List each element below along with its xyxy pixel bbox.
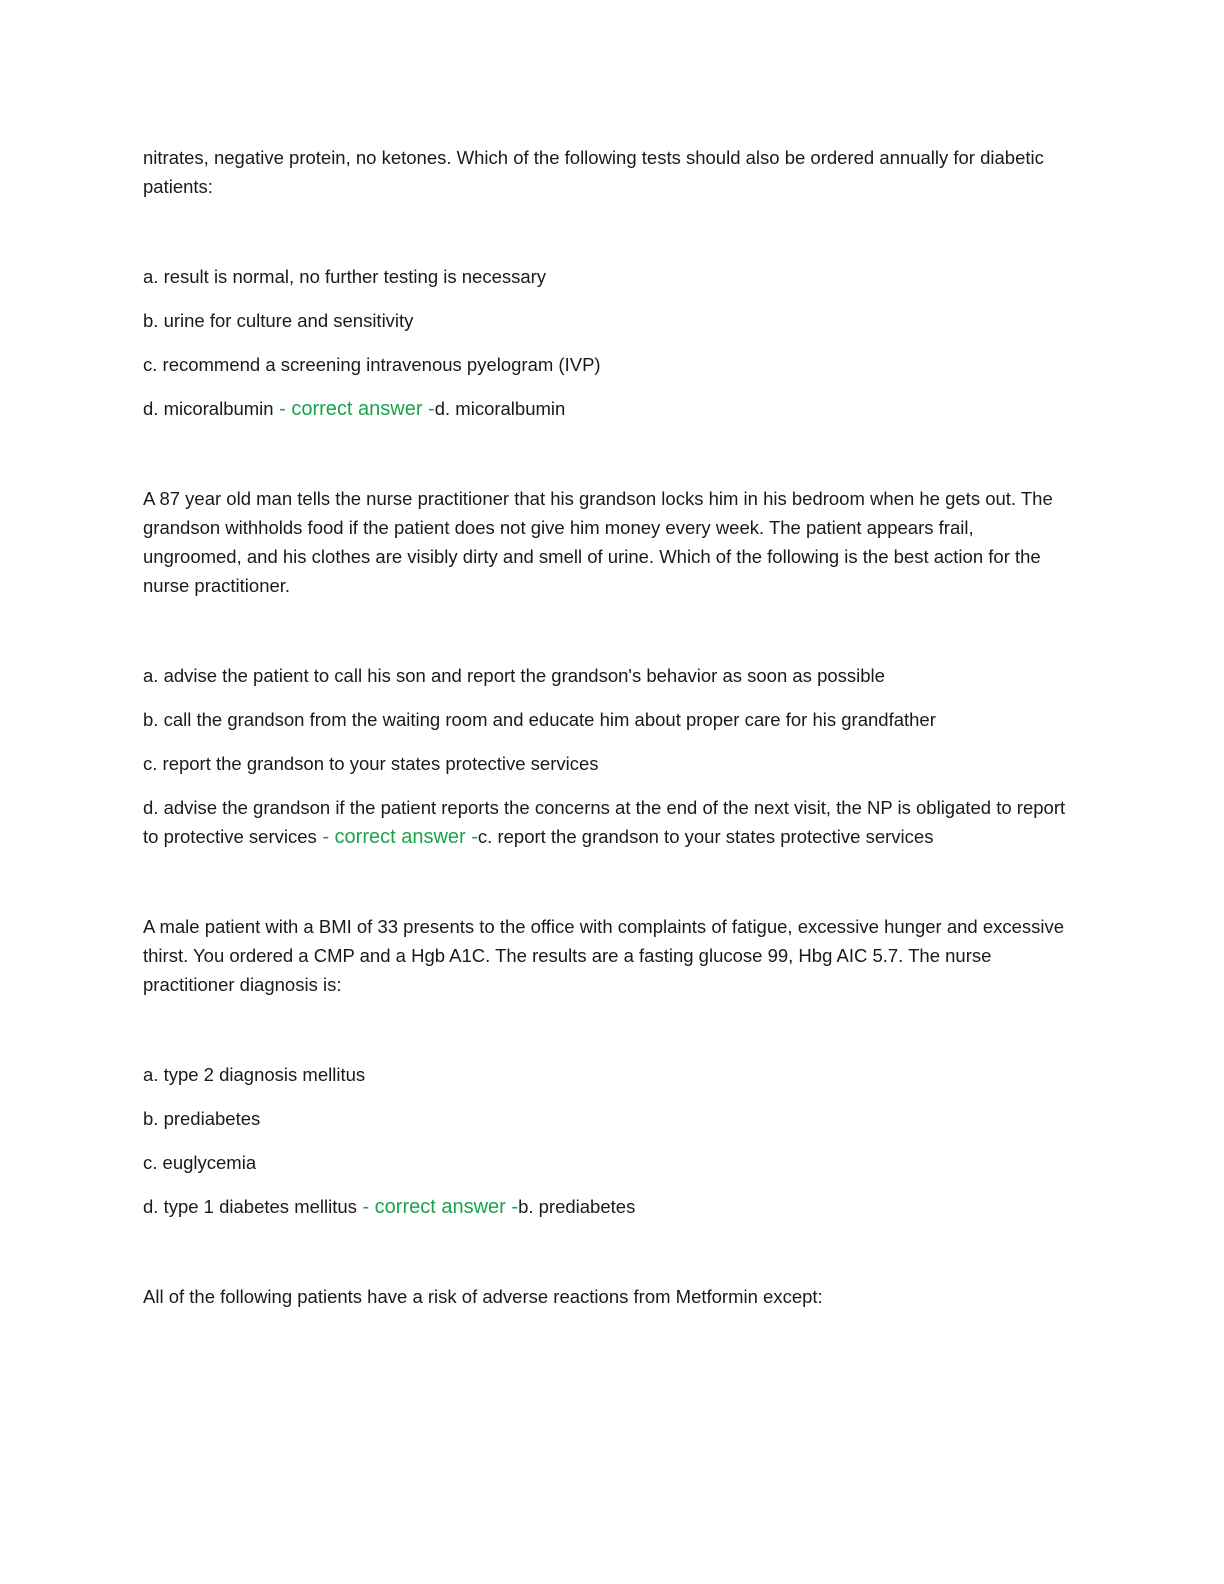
spacer [143,852,1073,912]
spacer [143,424,1073,484]
option-b: b. call the grandson from the waiting room and educate him about proper care for his grandfather [143,709,936,730]
answer-text: b. prediabetes [518,1196,636,1217]
question-stem: A 87 year old man tells the nurse practitioner that his grandson locks him in his bedroom when he gets out. The grandson withholds food if the patient does not give him money every week. The patient appears frail, ungroomed, and his clothes are visibly dirty and smell of urine. Which of the following is the best action for the nurse practitioner. [143,488,1053,596]
option-d: d. micoralbumin [143,398,274,419]
option-c: c. euglycemia [143,1152,257,1173]
option-a: a. type 2 diagnosis mellitus [143,1064,366,1085]
question-stem: A male patient with a BMI of 33 presents to the office with complaints of fatigue, excessive hunger and excessive thirst. You ordered a CMP and a Hgb A1C. The results are a fasting glucose 99, Hbg AIC 5.7. The nurse practitioner diagnosis is: [143,916,1065,995]
option-c: c. report the grandson to your states protective services [143,753,599,774]
option-d: d. advise the grandson if the patient reports the concerns at the end of the next visit, the NP is obligated to report to protective services [143,797,1066,847]
spacer [143,201,1073,262]
option-d-with-answer [143,1192,1073,1222]
spacer [143,600,1073,661]
option-a: a. result is normal, no further testing is necessary [143,266,547,287]
option-d: d. type 1 diabetes mellitus [143,1196,357,1217]
document-page [143,143,1073,1311]
correct-answer-label: - correct answer - [273,398,435,420]
option-d-with-answer [143,793,1073,852]
answer-text: c. report the grandson to your states protective services [477,826,934,847]
answer-text: d. micoralbumin [434,398,566,419]
correct-answer-label: - correct answer - [356,1196,519,1218]
option-b: b. prediabetes [143,1108,261,1129]
spacer [143,999,1073,1060]
option-c: c. recommend a screening intravenous pyelogram (IVP) [143,354,601,375]
option-b: b. urine for culture and sensitivity [143,310,414,331]
question-stem: nitrates, negative protein, no ketones. Which of the following tests should also be ordered annually for diabetic patients: [143,147,1044,197]
question-stem: All of the following patients have a risk of adverse reactions from Metformin except: [143,1286,823,1307]
option-d-with-answer [143,394,1073,424]
spacer [143,1222,1073,1282]
option-a: a. advise the patient to call his son and report the grandson's behavior as soon as possible [143,665,885,686]
correct-answer-label: - correct answer - [316,826,478,848]
